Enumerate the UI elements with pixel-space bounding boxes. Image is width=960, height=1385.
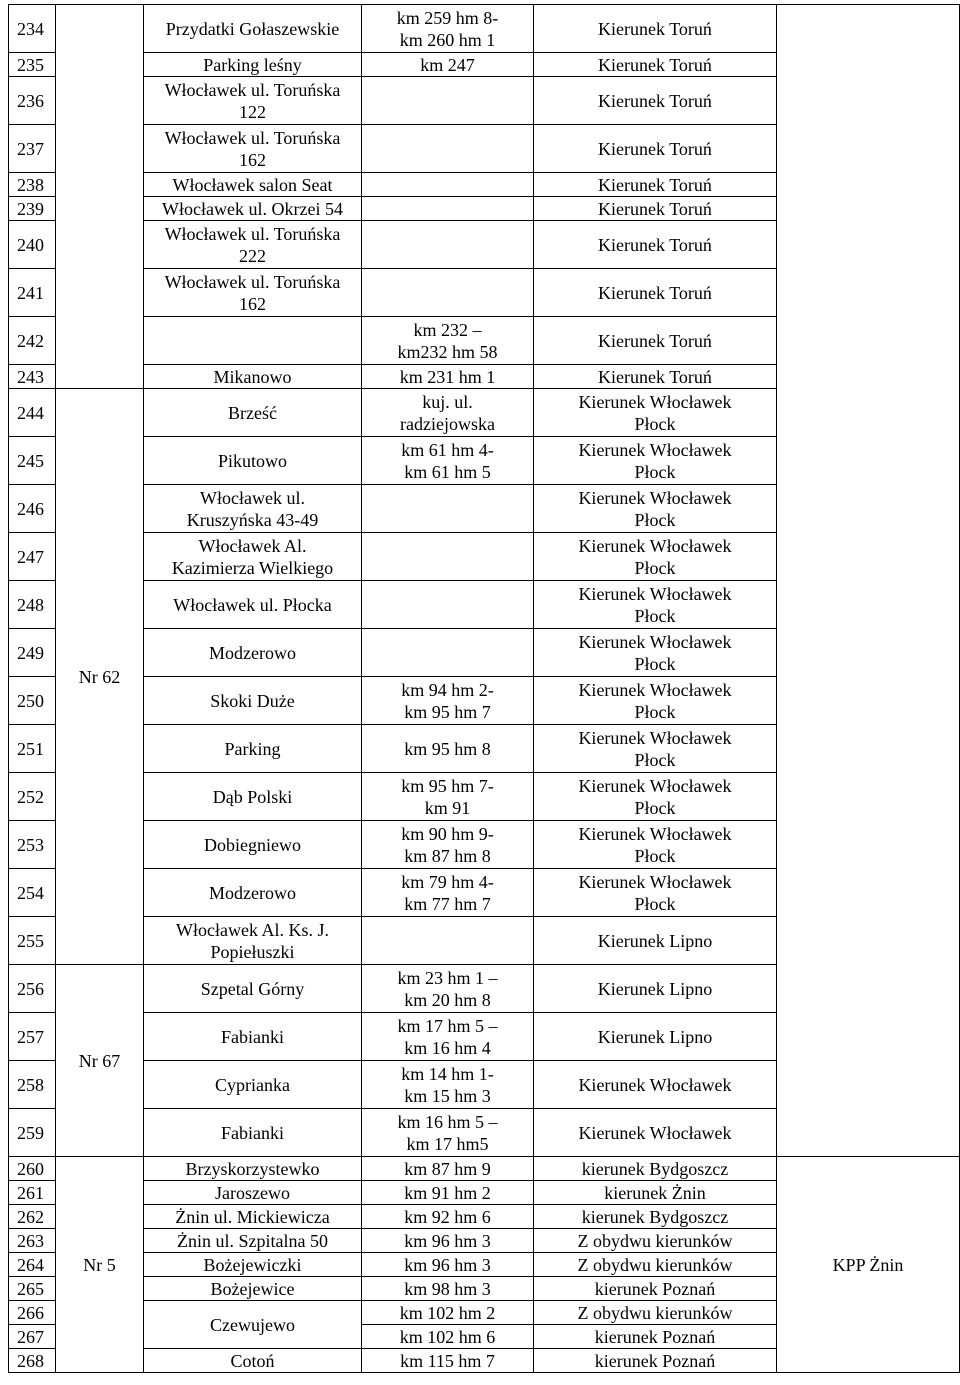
kilometer-range: km 115 hm 7 xyxy=(362,1349,534,1373)
kilometer-range: km 247 xyxy=(362,53,534,77)
location-name: Włocławek ul. Toruńska 122 xyxy=(144,77,362,125)
row-number: 247 xyxy=(9,533,56,581)
location-name: Żnin ul. Mickiewicza xyxy=(144,1205,362,1229)
row-number: 258 xyxy=(9,1061,56,1109)
row-number: 241 xyxy=(9,269,56,317)
location-name: Żnin ul. Szpitalna 50 xyxy=(144,1229,362,1253)
location-name: Bożejewiczki xyxy=(144,1253,362,1277)
location-name: Włocławek ul. Okrzei 54 xyxy=(144,197,362,221)
kilometer-range: km 96 hm 3 xyxy=(362,1253,534,1277)
direction: Kierunek Toruń xyxy=(534,77,777,125)
road-number: Nr 62 xyxy=(56,389,144,965)
kilometer-range: km 95 hm 8 xyxy=(362,725,534,773)
row-number: 260 xyxy=(9,1157,56,1181)
row-number: 242 xyxy=(9,317,56,365)
kilometer-range: km 16 hm 5 – km 17 hm5 xyxy=(362,1109,534,1157)
location-name: Dobiegniewo xyxy=(144,821,362,869)
location-name xyxy=(144,317,362,365)
kilometer-range xyxy=(362,221,534,269)
police-unit xyxy=(777,5,960,1157)
kilometer-range: km 102 hm 2 xyxy=(362,1301,534,1325)
location-name: Szpetal Górny xyxy=(144,965,362,1013)
kilometer-range xyxy=(362,197,534,221)
kilometer-range: kuj. ul. radziejowska xyxy=(362,389,534,437)
location-name: Modzerowo xyxy=(144,869,362,917)
row-number: 265 xyxy=(9,1277,56,1301)
location-name: Przydatki Gołaszewskie xyxy=(144,5,362,53)
row-number: 261 xyxy=(9,1181,56,1205)
direction: Kierunek Włocławek Płock xyxy=(534,485,777,533)
table-row xyxy=(9,1157,960,1181)
location-name: Bożejewice xyxy=(144,1277,362,1301)
table-row xyxy=(9,5,960,53)
kilometer-range xyxy=(362,581,534,629)
direction: Kierunek Toruń xyxy=(534,317,777,365)
location-name: Włocławek ul. Toruńska 162 xyxy=(144,125,362,173)
kilometer-range: km 98 hm 3 xyxy=(362,1277,534,1301)
kilometer-range: km 231 hm 1 xyxy=(362,365,534,389)
police-unit: KPP Żnin xyxy=(777,1157,960,1373)
location-name: Włocławek Al. Ks. J. Popiełuszki xyxy=(144,917,362,965)
location-name: Parking leśny xyxy=(144,53,362,77)
location-name: Dąb Polski xyxy=(144,773,362,821)
kilometer-range: km 91 hm 2 xyxy=(362,1181,534,1205)
direction: Kierunek Toruń xyxy=(534,221,777,269)
kilometer-range: km 96 hm 3 xyxy=(362,1229,534,1253)
kilometer-range xyxy=(362,917,534,965)
row-number: 237 xyxy=(9,125,56,173)
road-number: Nr 5 xyxy=(56,1157,144,1373)
row-number: 254 xyxy=(9,869,56,917)
row-number: 243 xyxy=(9,365,56,389)
kilometer-range: km 92 hm 6 xyxy=(362,1205,534,1229)
row-number: 235 xyxy=(9,53,56,77)
row-number: 244 xyxy=(9,389,56,437)
row-number: 248 xyxy=(9,581,56,629)
kilometer-range: km 79 hm 4- km 77 hm 7 xyxy=(362,869,534,917)
location-name: Pikutowo xyxy=(144,437,362,485)
direction: Kierunek Włocławek Płock xyxy=(534,677,777,725)
location-name: Włocławek ul. Płocka xyxy=(144,581,362,629)
row-number: 246 xyxy=(9,485,56,533)
direction: kierunek Żnin xyxy=(534,1181,777,1205)
direction: Kierunek Włocławek xyxy=(534,1109,777,1157)
location-name: Parking xyxy=(144,725,362,773)
location-name: Fabianki xyxy=(144,1109,362,1157)
direction: Kierunek Włocławek Płock xyxy=(534,581,777,629)
kilometer-range: km 17 hm 5 – km 16 hm 4 xyxy=(362,1013,534,1061)
location-name: Czewujewo xyxy=(144,1301,362,1349)
kilometer-range: km 95 hm 7- km 91 xyxy=(362,773,534,821)
row-number: 256 xyxy=(9,965,56,1013)
kilometer-range xyxy=(362,269,534,317)
row-number: 252 xyxy=(9,773,56,821)
direction: Kierunek Włocławek Płock xyxy=(534,533,777,581)
kilometer-range xyxy=(362,173,534,197)
row-number: 266 xyxy=(9,1301,56,1325)
row-number: 238 xyxy=(9,173,56,197)
location-name: Cotoń xyxy=(144,1349,362,1373)
row-number: 257 xyxy=(9,1013,56,1061)
row-number: 239 xyxy=(9,197,56,221)
row-number: 268 xyxy=(9,1349,56,1373)
direction: Kierunek Włocławek Płock xyxy=(534,437,777,485)
row-number: 240 xyxy=(9,221,56,269)
row-number: 253 xyxy=(9,821,56,869)
direction: Z obydwu kierunków xyxy=(534,1253,777,1277)
direction: Kierunek Toruń xyxy=(534,365,777,389)
kilometer-range xyxy=(362,125,534,173)
kilometer-range: km 23 hm 1 – km 20 hm 8 xyxy=(362,965,534,1013)
row-number: 249 xyxy=(9,629,56,677)
direction: Kierunek Włocławek Płock xyxy=(534,389,777,437)
location-name: Mikanowo xyxy=(144,365,362,389)
kilometer-range xyxy=(362,485,534,533)
direction: Kierunek Włocławek Płock xyxy=(534,725,777,773)
direction: kierunek Poznań xyxy=(534,1325,777,1349)
direction: kierunek Poznań xyxy=(534,1277,777,1301)
row-number: 259 xyxy=(9,1109,56,1157)
location-name: Włocławek salon Seat xyxy=(144,173,362,197)
direction: Kierunek Lipno xyxy=(534,917,777,965)
location-name: Włocławek ul. Toruńska 162 xyxy=(144,269,362,317)
location-name: Włocławek ul. Toruńska 222 xyxy=(144,221,362,269)
kilometer-range: km 102 hm 6 xyxy=(362,1325,534,1349)
kilometer-range: km 232 – km232 hm 58 xyxy=(362,317,534,365)
location-name: Skoki Duże xyxy=(144,677,362,725)
row-number: 236 xyxy=(9,77,56,125)
direction: kierunek Poznań xyxy=(534,1349,777,1373)
location-name: Jaroszewo xyxy=(144,1181,362,1205)
direction: Kierunek Toruń xyxy=(534,197,777,221)
direction: Kierunek Włocławek Płock xyxy=(534,821,777,869)
direction: Kierunek Włocławek xyxy=(534,1061,777,1109)
direction: kierunek Bydgoszcz xyxy=(534,1205,777,1229)
location-name: Fabianki xyxy=(144,1013,362,1061)
kilometer-range: km 90 hm 9- km 87 hm 8 xyxy=(362,821,534,869)
location-name: Brześć xyxy=(144,389,362,437)
kilometer-range xyxy=(362,77,534,125)
row-number: 263 xyxy=(9,1229,56,1253)
location-name: Włocławek ul. Kruszyńska 43-49 xyxy=(144,485,362,533)
direction: Kierunek Włocławek Płock xyxy=(534,773,777,821)
road-number: Nr 67 xyxy=(56,965,144,1157)
kilometer-range: km 14 hm 1- km 15 hm 3 xyxy=(362,1061,534,1109)
direction: Kierunek Toruń xyxy=(534,125,777,173)
row-number: 262 xyxy=(9,1205,56,1229)
row-number: 267 xyxy=(9,1325,56,1349)
direction: Kierunek Toruń xyxy=(534,5,777,53)
kilometer-range xyxy=(362,629,534,677)
kilometer-range xyxy=(362,533,534,581)
location-name: Brzyskorzystewko xyxy=(144,1157,362,1181)
location-name: Modzerowo xyxy=(144,629,362,677)
direction: Z obydwu kierunków xyxy=(534,1301,777,1325)
direction: Kierunek Włocławek Płock xyxy=(534,629,777,677)
kilometer-range: km 87 hm 9 xyxy=(362,1157,534,1181)
location-name: Cyprianka xyxy=(144,1061,362,1109)
direction: Kierunek Włocławek Płock xyxy=(534,869,777,917)
row-number: 250 xyxy=(9,677,56,725)
direction: kierunek Bydgoszcz xyxy=(534,1157,777,1181)
direction: Kierunek Toruń xyxy=(534,173,777,197)
row-number: 245 xyxy=(9,437,56,485)
row-number: 234 xyxy=(9,5,56,53)
direction: Kierunek Lipno xyxy=(534,965,777,1013)
direction: Kierunek Lipno xyxy=(534,1013,777,1061)
kilometer-range: km 94 hm 2- km 95 hm 7 xyxy=(362,677,534,725)
road-number xyxy=(56,5,144,389)
kilometer-range: km 259 hm 8- km 260 hm 1 xyxy=(362,5,534,53)
direction: Kierunek Toruń xyxy=(534,269,777,317)
kilometer-range: km 61 hm 4- km 61 hm 5 xyxy=(362,437,534,485)
row-number: 264 xyxy=(9,1253,56,1277)
locations-table xyxy=(8,4,960,1373)
row-number: 255 xyxy=(9,917,56,965)
direction: Z obydwu kierunków xyxy=(534,1229,777,1253)
location-name: Włocławek Al. Kazimierza Wielkiego xyxy=(144,533,362,581)
row-number: 251 xyxy=(9,725,56,773)
direction: Kierunek Toruń xyxy=(534,53,777,77)
